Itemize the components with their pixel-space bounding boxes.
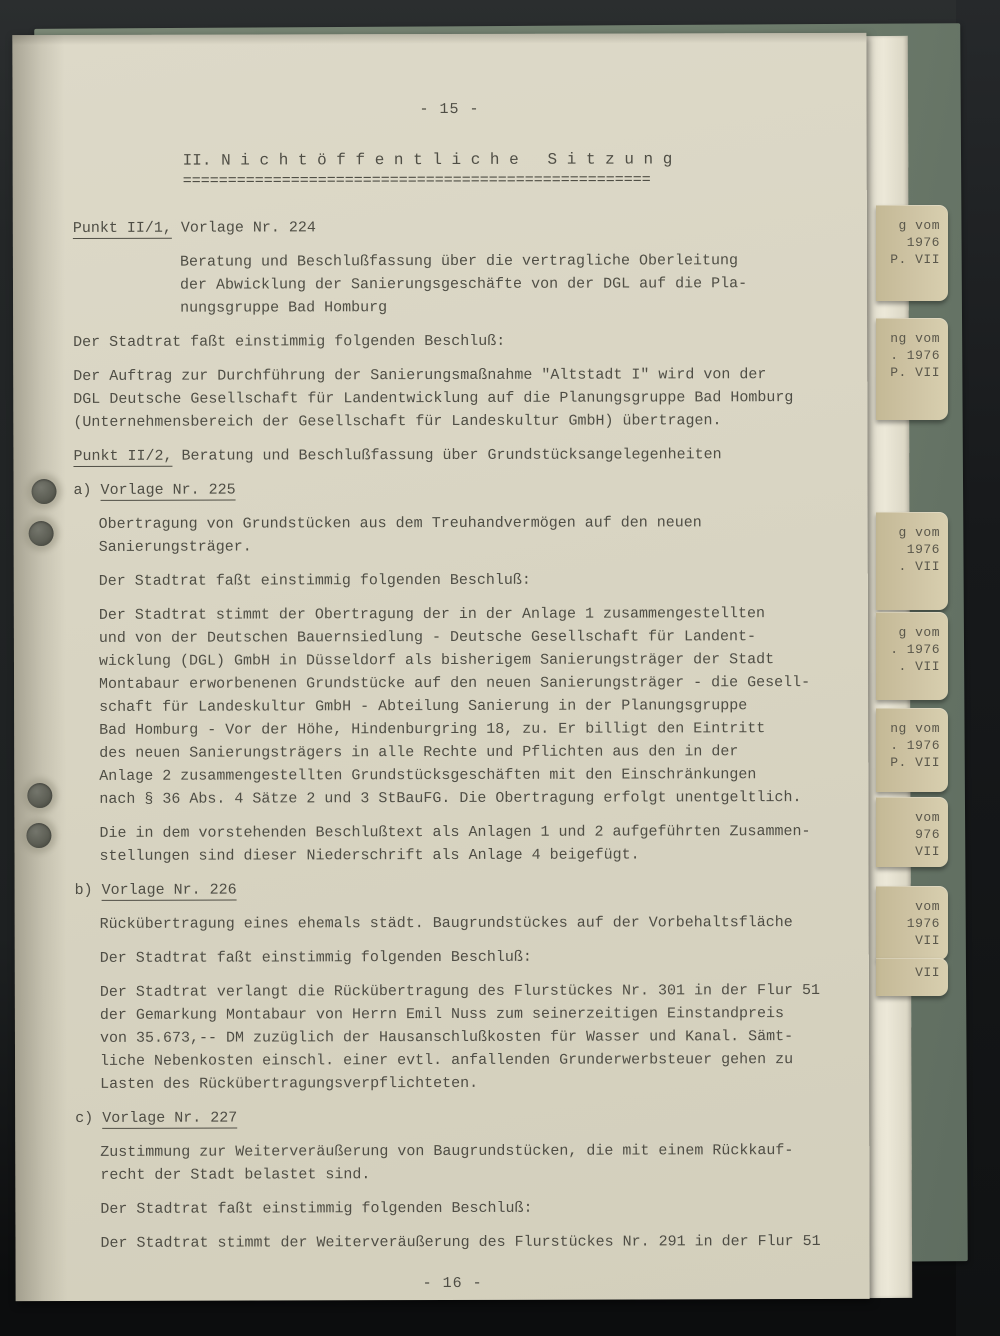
doc-line: Die in dem vorstehenden Beschlußtext als Anlagen 1 und 2 aufgeführten Zusammen- [99, 823, 811, 842]
doc-item-heading [73, 215, 827, 240]
doc-line: und von der Deutschen Bauernsiedlung - Deutsche Gesellschaft für Landent- [98, 628, 757, 647]
doc-line: b) Vorlage Nr. 226 [74, 881, 237, 899]
section-heading: II. N i c h t ö f f e n t l i c h e S i t z u n g [182, 150, 673, 170]
doc-line: recht der Stadt belastet sind. [100, 1166, 371, 1184]
doc-line: Bad Homburg - Vor der Höhe, Hindenburgring 18, zu. Er billigt den Eintritt [99, 720, 766, 739]
doc-line: des neuen Sanierungsträgers in alle Rechte und Pflichten aus den in der [99, 743, 739, 762]
doc-item-heading [74, 477, 828, 502]
doc-paragraph [99, 602, 829, 811]
doc-paragraph [100, 911, 829, 936]
doc-paragraph [73, 363, 827, 434]
doc-paragraph [100, 979, 829, 1096]
page-number-bottom: - 16 - [422, 1274, 483, 1293]
doc-line: DGL Deutsche Gesellschaft für Landentwicklung auf die Planungsgruppe Bad Homburg [73, 389, 794, 408]
page-number-top: - 15 - [419, 100, 480, 119]
doc-paragraph [100, 1196, 829, 1221]
document-page [12, 33, 869, 1301]
doc-line: schaft für Landeskultur GmbH - Abteilung Sanierung in der Planungsgruppe [99, 697, 748, 716]
doc-line: nach § 36 Abs. 4 Sätze 2 und 3 StBauFG. Die Obertragung erfolgt unentgeltlich. [99, 789, 802, 808]
index-tab-label: 1976 [906, 916, 940, 931]
doc-paragraph [100, 945, 829, 970]
doc-paragraph [100, 1139, 829, 1187]
doc-line: Der Auftrag zur Durchführung der Sanierungsmaßnahme "Altstadt I" wird von der [73, 366, 767, 385]
index-tab-label: VII [915, 844, 940, 859]
doc-paragraph [100, 1230, 829, 1255]
section-heading-underline: ==================================================== [182, 171, 651, 190]
index-tab-label: . 1976 [890, 642, 940, 657]
index-tab-label: . VII [898, 559, 940, 574]
doc-line: a) Vorlage Nr. 225 [73, 481, 236, 499]
doc-line: Rückübertragung eines ehemals städt. Baugrundstückes auf der Vorbehaltsfläche [99, 914, 793, 933]
index-tab [876, 708, 948, 792]
index-tab-label: g vom [898, 218, 940, 233]
index-tab-label: . 1976 [890, 738, 940, 753]
index-tab-label: ng vom [890, 721, 940, 736]
doc-line: Der Stadtrat stimmt der Obertragung der in der Anlage 1 zusammengestellten [98, 605, 765, 624]
index-tab-label: 1976 [906, 542, 940, 557]
index-tab [876, 318, 948, 420]
doc-line: der Abwicklung der Sanierungsgeschäfte von der DGL auf die Pla- [179, 275, 748, 294]
document-content [12, 33, 869, 1301]
doc-item-heading [75, 1105, 829, 1130]
index-tab-label: . 1976 [890, 348, 940, 363]
doc-line: Der Stadtrat faßt einstimmig folgenden Beschluß: [73, 332, 506, 351]
doc-line: Punkt II/1, Vorlage Nr. 224 [72, 219, 316, 237]
doc-line: (Unternehmensbereich der Gesellschaft für Landeskultur GmbH) übertragen. [73, 412, 722, 431]
doc-paragraph [99, 820, 828, 868]
doc-line: von 35.673,-- DM zuzüglich der Hausanschlußkosten für Wasser und Kanal. Sämt- [99, 1028, 794, 1047]
doc-line: der Gemarkung Montabaur von Herrn Emil Nuss zum seinerzeitigen Einstandpreis [99, 1005, 785, 1024]
index-tab-label: P. VII [890, 365, 940, 380]
doc-line: Der Stadtrat faßt einstimmig folgenden Beschluß: [98, 571, 531, 590]
index-tab-label: 1976 [906, 235, 940, 250]
index-tab-label: VII [915, 933, 940, 948]
doc-line: c) Vorlage Nr. 227 [75, 1109, 238, 1127]
index-tab-label: P. VII [890, 755, 940, 770]
doc-line: Punkt II/2, Beratung und Beschlußfassung über Grundstücksangelegenheiten [73, 446, 722, 465]
doc-paragraph [180, 249, 827, 320]
index-tab-label: vom [915, 810, 940, 825]
index-tab-label: P. VII [890, 252, 940, 267]
doc-line: nungsgruppe Bad Homburg [180, 299, 388, 317]
index-tab-label: g vom [898, 525, 940, 540]
doc-line: Der Stadtrat stimmt der Weiterveräußerung des Flurstückes Nr. 291 in der Flur 51 [100, 1233, 821, 1252]
index-tab [876, 958, 948, 996]
doc-line: Beratung und Beschlußfassung über die vertragliche Oberleitung [179, 252, 739, 271]
doc-line: Sanierungsträger. [98, 538, 252, 556]
doc-item-heading [75, 877, 829, 902]
doc-line: stellungen sind dieser Niederschrift als Anlage 4 beigefügt. [99, 846, 640, 865]
doc-paragraph [73, 329, 827, 354]
doc-line: Obertragung von Grundstücken aus dem Treuhandvermögen auf den neuen [98, 514, 702, 533]
doc-line: Zustimmung zur Weiterveräußerung von Baugrundstücken, die mit einem Rückkauf- [100, 1142, 794, 1161]
document-body [73, 215, 830, 1255]
doc-line: Anlage 2 zusammengestellten Grundstücksgeschäften mit den Einschränkungen [99, 766, 757, 785]
index-tab [876, 612, 948, 700]
doc-line: Montabaur erworbenenen Grundstücke auf den neuen Sanierungsträger - die Gesell- [99, 674, 811, 693]
doc-line: Der Stadtrat verlangt die Rückübertragung des Flurstückes Nr. 301 in der Flur 51 [99, 982, 820, 1001]
doc-paragraph [99, 511, 828, 559]
doc-line: Lasten des Rückübertragungsverpflichteten. [100, 1074, 479, 1093]
index-tab-label: 976 [915, 827, 940, 842]
index-tab-label: . VII [898, 659, 940, 674]
doc-line: Der Stadtrat faßt einstimmig folgenden Beschluß: [100, 1199, 533, 1218]
doc-line: Der Stadtrat faßt einstimmig folgenden Beschluß: [99, 948, 532, 967]
doc-line: liche Nebenkosten einschl. einer evtl. anfallenden Grunderwerbsteuer gehen zu [100, 1051, 794, 1070]
index-tab [876, 205, 948, 301]
index-tab-label: VII [915, 965, 940, 980]
index-tab [876, 797, 948, 867]
index-tab [876, 512, 948, 610]
doc-line: wicklung (DGL) GmbH in Düsseldorf als bisherigem Sanierungsträger der Stadt [98, 651, 775, 670]
doc-item-heading [73, 443, 827, 468]
index-tab-label: ng vom [890, 331, 940, 346]
index-tab-label: vom [915, 899, 940, 914]
index-tab [876, 886, 948, 960]
index-tab-label: g vom [898, 625, 940, 640]
doc-paragraph [99, 568, 828, 593]
